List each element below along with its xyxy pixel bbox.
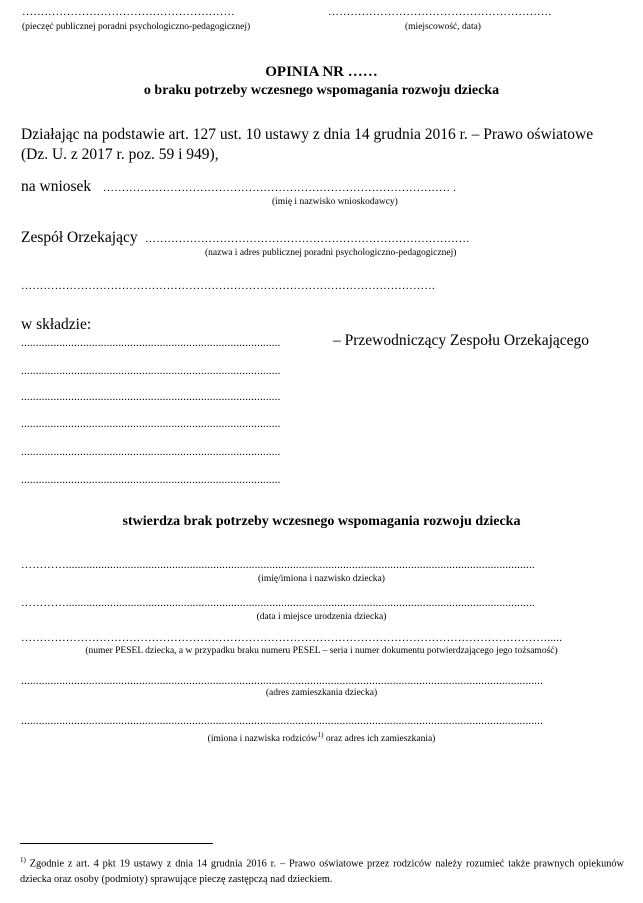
- opinion-number-title: OPINIA NR ……: [265, 64, 378, 80]
- place-date-dots[interactable]: ……………………………………………………: [328, 6, 552, 18]
- child-address-caption: (adres zamieszkania dziecka): [265, 688, 378, 698]
- team-label: Zespół Orzekający: [21, 229, 138, 246]
- footnote-marker: 1): [20, 856, 26, 864]
- parents-caption-a: (imiona i nazwiska rodziców: [207, 734, 318, 745]
- footnote: [20, 852, 624, 888]
- member-dots[interactable]: ........................................................................................: [21, 418, 281, 430]
- opinion-subtitle: o braku potrzeby wczesnego wspomagania rozwoju dziecka: [143, 83, 500, 98]
- child-name-dots[interactable]: …………...............................................................................................................................................................: [21, 559, 535, 571]
- place-date-caption: (miejscowość, data): [405, 22, 481, 32]
- team-address-dots[interactable]: …………………………………………………………………………………………………: [21, 280, 436, 292]
- parents-dots[interactable]: .................................................................................................................................................................................: [21, 715, 544, 727]
- team-caption: (nazwa i adres publicznej poradni psychologiczno-pedagogicznej): [205, 248, 457, 258]
- member-dots[interactable]: ........................................................................................: [21, 365, 281, 377]
- composition-label: w składzie:: [21, 316, 92, 333]
- footnote-text: Zgodnie z art. 4 pkt 19 ustawy z dnia 14 grudnia 2016 r. – Prawo oświatowe przez rodziców należy rozumieć także prawnych opiekunów dziecka oraz osoby (podmioty) sprawujące pieczę zastępczą nad dzieckiem.: [20, 858, 624, 886]
- child-address-dots[interactable]: .................................................................................................................................................................................: [21, 675, 544, 687]
- child-birth-caption: (data i miejsce urodzenia dziecka): [256, 612, 387, 622]
- applicant-dots[interactable]: ………………………………………………………………………………… .: [103, 182, 457, 194]
- legal-basis-line2: (Dz. U. z 2017 r. poz. 59 i 949),: [21, 146, 219, 163]
- legal-basis-line1: Działając na podstawie art. 127 ust. 10 ustawy z dnia 14 grudnia 2016 r. – Prawo oświatowe: [21, 126, 594, 143]
- stamp-dots[interactable]: …………………………………………………: [22, 6, 235, 18]
- child-birth-dots[interactable]: …………...............................................................................................................................................................: [21, 597, 535, 609]
- applicant-caption: (imię i nazwisko wnioskodawcy): [272, 197, 398, 207]
- child-name-caption: (imię/imiona i nazwisko dziecka): [258, 574, 385, 584]
- request-label: na wniosek: [21, 178, 92, 195]
- chair-role: – Przewodniczący Zespołu Orzekającego: [333, 332, 590, 349]
- chair-dots[interactable]: ........................................................................................: [21, 337, 281, 349]
- member-dots[interactable]: ........................................................................................: [21, 446, 281, 458]
- stamp-caption: (pieczęć publicznej poradni psychologiczno-pedagogicznej): [22, 22, 251, 32]
- member-dots[interactable]: ........................................................................................: [21, 391, 281, 403]
- team-name-dots[interactable]: ……………………………………………………………………………: [145, 233, 470, 245]
- footnote-ref[interactable]: 1): [317, 731, 324, 739]
- statement-heading: stwierdza brak potrzeby wczesnego wspomagania rozwoju dziecka: [122, 514, 521, 529]
- child-pesel-caption: (numer PESEL dziecka, a w przypadku braku numeru PESEL – seria i numer dokumentu potwierdzającego jego tożsamość): [85, 646, 558, 656]
- footnote-separator: [20, 843, 213, 844]
- parents-caption: [0, 731, 643, 744]
- child-pesel-dots[interactable]: …………………………………………………………………………………………………………………………….....: [21, 632, 563, 644]
- parents-caption-b: oraz adres ich zamieszkania): [323, 734, 436, 745]
- member-dots[interactable]: ........................................................................................: [21, 474, 281, 486]
